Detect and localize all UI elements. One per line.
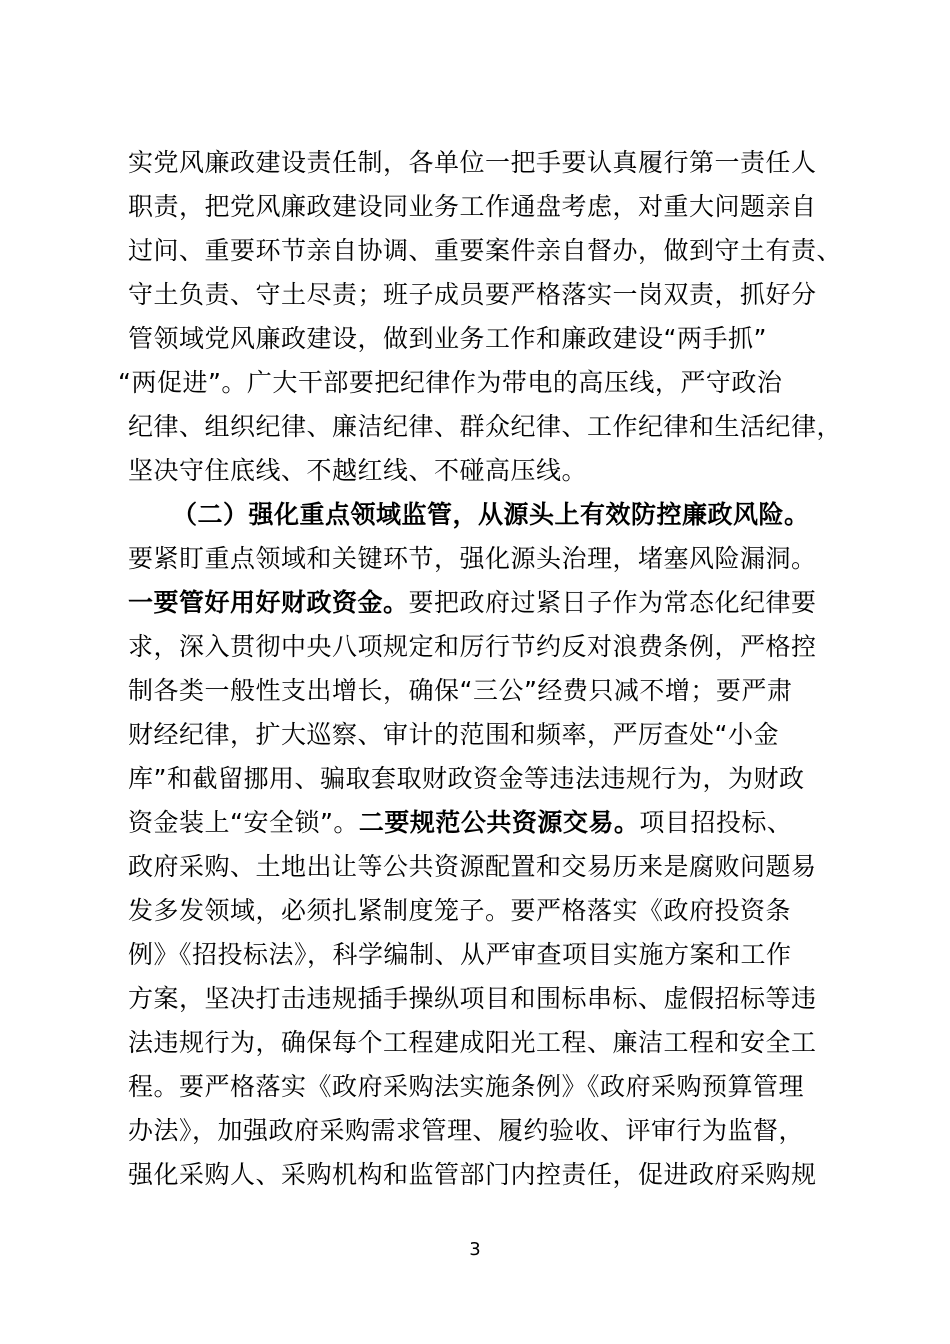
body-line: 财经纪律，扩大巡察、审计的范围和频率，严厉查处“小金 bbox=[128, 720, 779, 749]
body-line: 求，深入贯彻中央八项规定和厉行节约反对浪费条例，严格控 bbox=[128, 632, 817, 661]
body-text: 资金装上“安全锁”。 bbox=[128, 808, 359, 837]
body-line bbox=[128, 808, 850, 838]
body-line: 发多发领域，必须扎紧制度笼子。要严格落实《政府投资条 bbox=[128, 896, 792, 925]
body-text: 要把政府过紧日子作为常态化纪律要 bbox=[408, 588, 817, 617]
page-number: 3 bbox=[469, 1239, 481, 1260]
body-line: 管领域党风廉政建设，做到业务工作和廉政建设“两手抓” bbox=[128, 324, 767, 353]
body-line: 制各类一般性支出增长，确保“三公”经费只减不增；要严肃 bbox=[128, 676, 793, 705]
body-line: 法违规行为，确保每个工程建成阳光工程、廉洁工程和安全工 bbox=[128, 1028, 817, 1057]
point-one-heading: 一要管好用好财政资金。 bbox=[128, 588, 409, 617]
body-line: 过问、重要环节亲自协调、重要案件亲自督办，做到守土有责、 bbox=[128, 236, 843, 265]
body-line: 职责，把党风廉政建设同业务工作通盘考虑，对重大问题亲自 bbox=[128, 192, 817, 221]
body-line: 纪律、组织纪律、廉洁纪律、群众纪律、工作纪律和生活纪律， bbox=[128, 412, 843, 441]
body-line: 要紧盯重点领域和关键环节，强化源头治理，堵塞风险漏洞。 bbox=[128, 544, 817, 573]
point-two-heading: 二要规范公共资源交易。 bbox=[358, 808, 640, 837]
body-line: 守土负责、守土尽责；班子成员要严格落实一岗双责，抓好分 bbox=[128, 280, 817, 309]
body-line: 实党风廉政建设责任制，各单位一把手要认真履行第一责任人 bbox=[128, 148, 817, 177]
body-line: 强化采购人、采购机构和监管部门内控责任，促进政府采购规 bbox=[128, 1160, 817, 1189]
body-line: 库”和截留挪用、骗取套取财政资金等违法违规行为，为财政 bbox=[128, 764, 805, 793]
body-line: 方案，坚决打击违规插手操纵项目和围标串标、虚假招标等违 bbox=[128, 984, 817, 1013]
body-text: 项目招投标、 bbox=[639, 808, 793, 837]
body-line: 政府采购、土地出让等公共资源配置和交易历来是腐败问题易 bbox=[128, 852, 817, 881]
body-line: “两促进”。广大干部要把纪律作为带电的高压线，严守政治 bbox=[118, 368, 783, 397]
body-line: 办法》，加强政府采购需求管理、履约验收、评审行为监督， bbox=[128, 1116, 805, 1145]
body-line bbox=[128, 588, 850, 618]
body-line: 程。要严格落实《政府采购法实施条例》《政府采购预算管理 bbox=[128, 1072, 805, 1101]
section-heading: （二）强化重点领域监管，从源头上有效防控廉政风险。 bbox=[172, 500, 810, 529]
body-line: 例》《招投标法》，科学编制、从严审查项目实施方案和工作 bbox=[128, 940, 792, 969]
body-line: 坚决守住底线、不越红线、不碰高压线。 bbox=[128, 456, 588, 485]
